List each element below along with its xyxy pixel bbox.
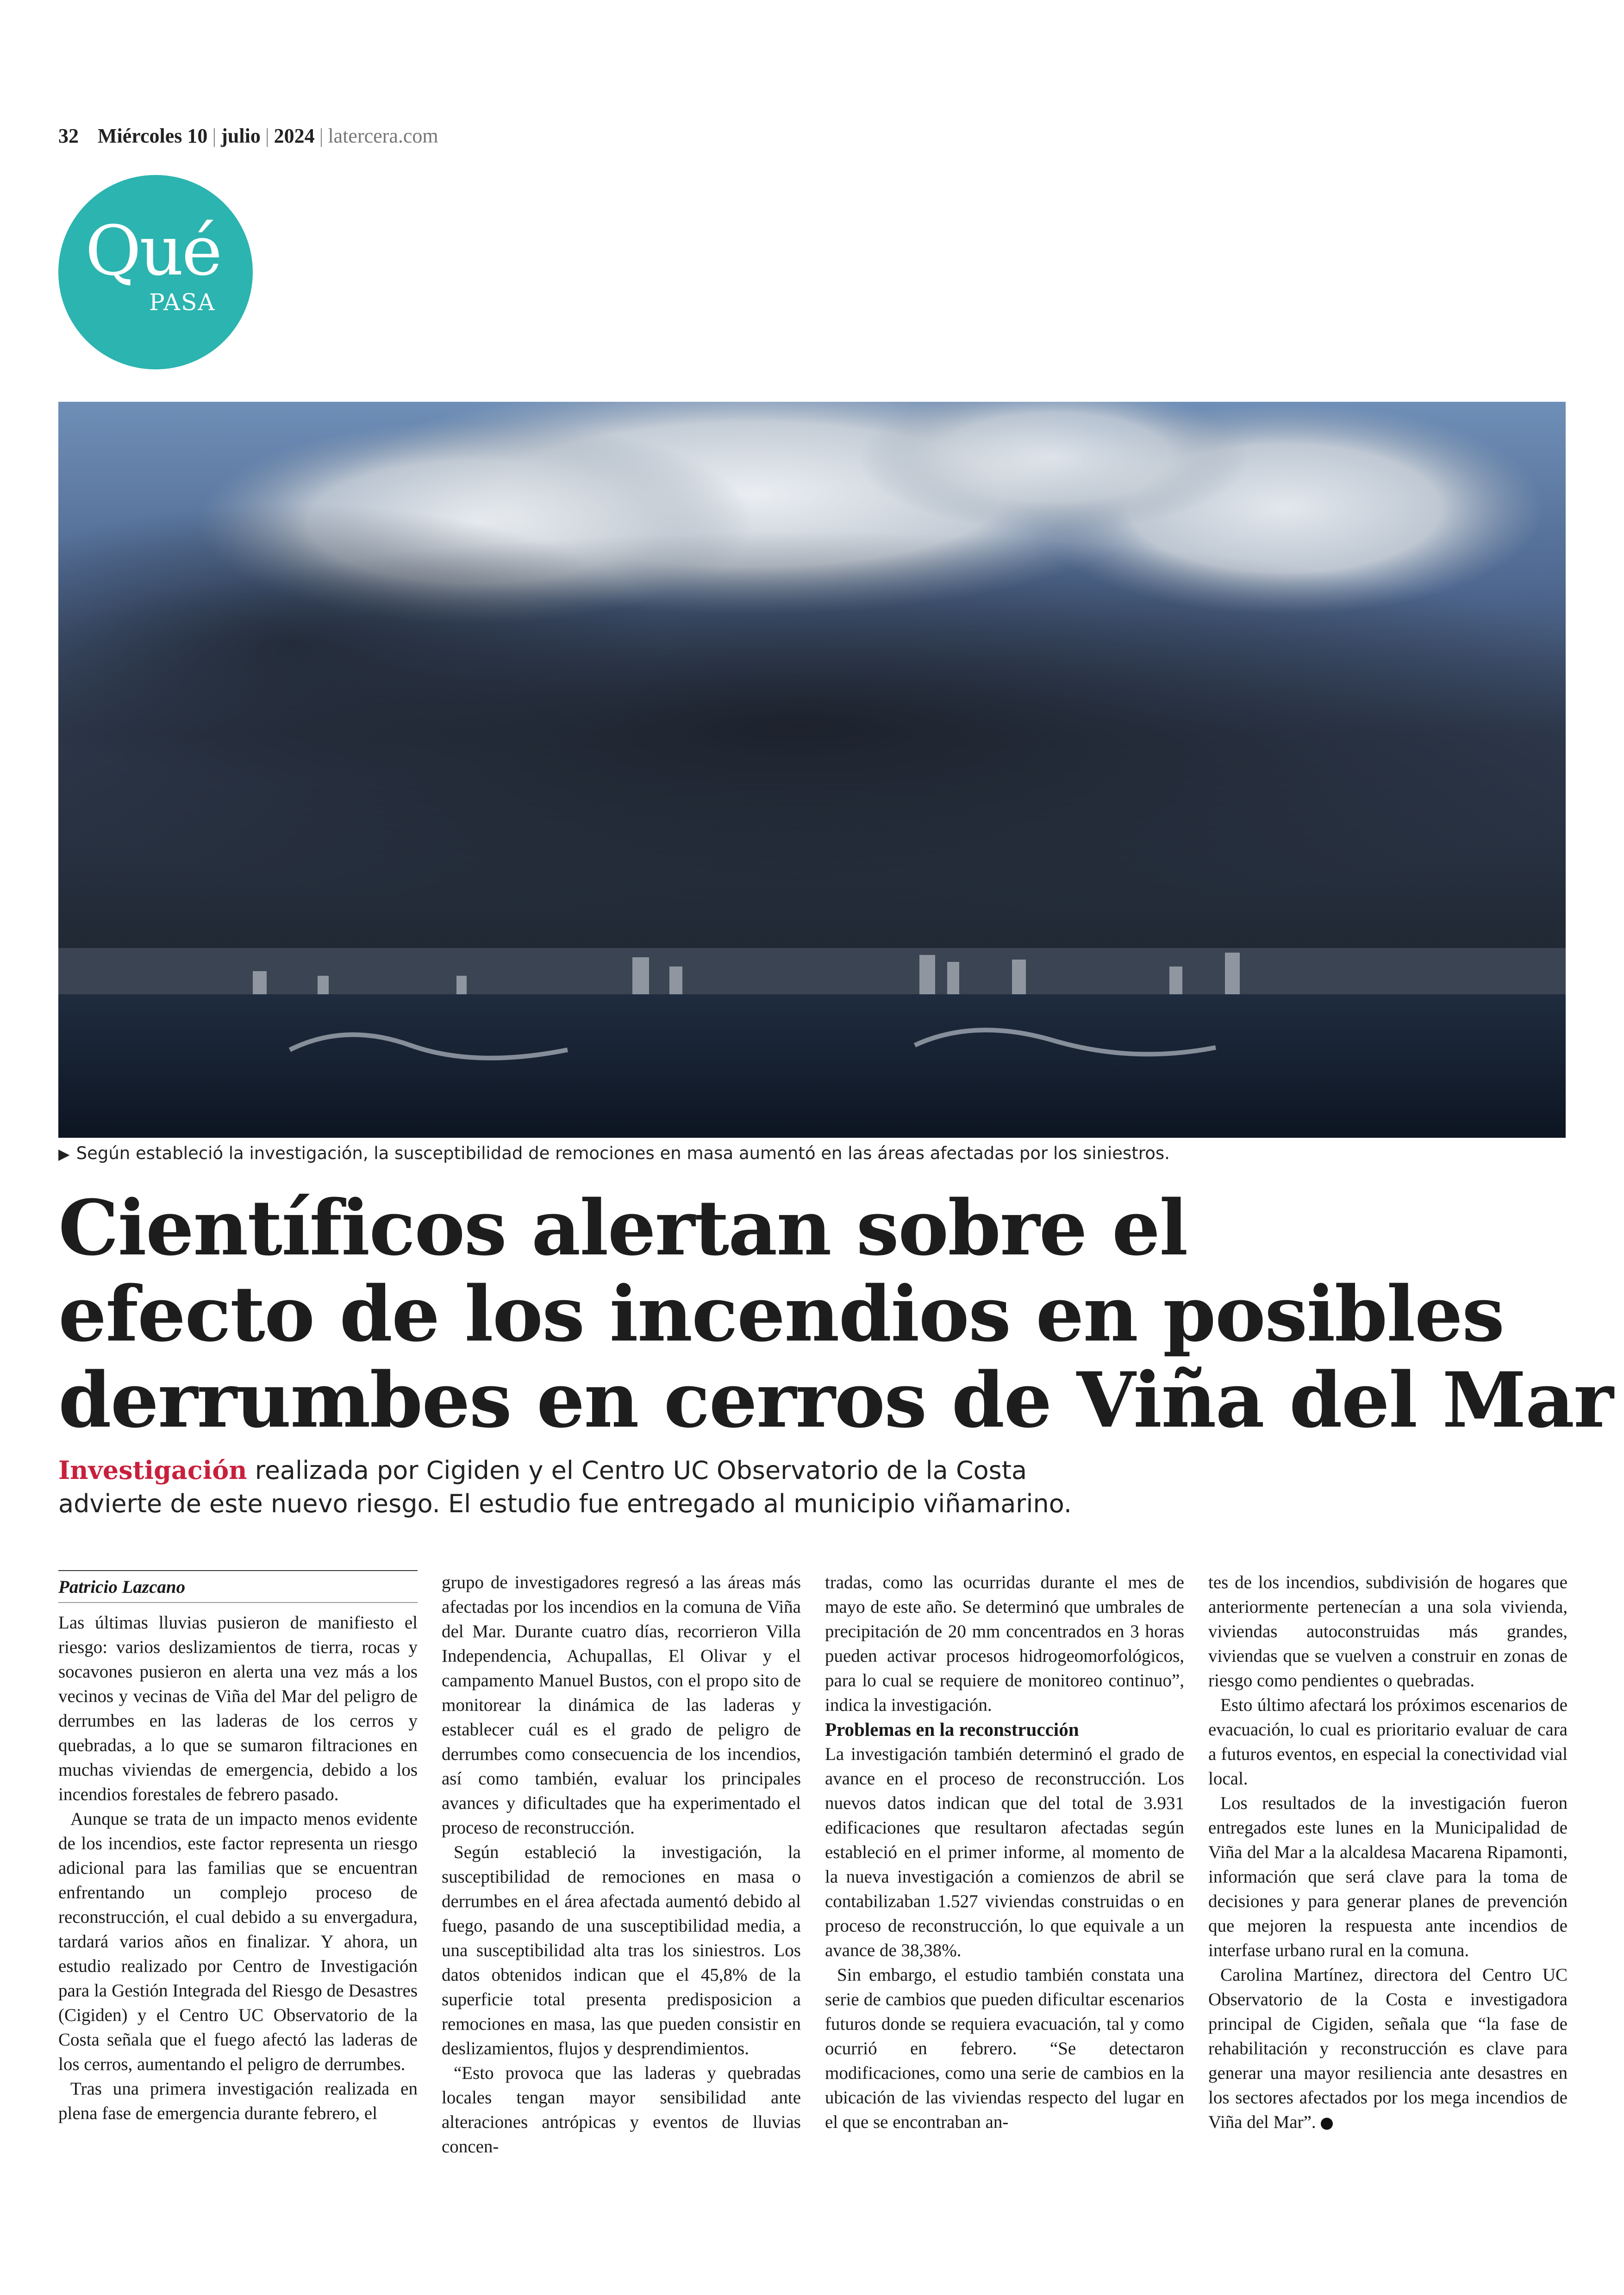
end-of-article-icon	[1321, 2118, 1333, 2130]
article-column-2	[442, 1570, 801, 2159]
page-number: 32	[58, 125, 79, 147]
section-logo	[58, 175, 253, 369]
deck	[58, 1453, 1540, 1521]
headline-line-2: efecto de los incendios en posibles	[58, 1269, 1504, 1359]
paragraph: La investigación también determinó el grado de avance en el proceso de reconstrucción. Los nuevos datos indican que del total de 3.931 edificaciones que resultaron afectadas según estableció en el primer informe, al momento de la nueva investigación a comienzos de abril se contabilizaban 1.527 viviendas construidas o en proceso de reconstrucción, lo que equivale a un avance de 38,38%.	[825, 1744, 1184, 1960]
paragraph: tes de los incendios, subdivisión de hogares que anteriormente pertenecían a una sola vivienda, viviendas autoconstruidas más grandes, viviendas que se vuelven a construir en zonas de riesgo como pendientes o quebradas.	[1208, 1572, 1568, 1690]
paragraph: grupo de investigadores regresó a las áreas más afectadas por los incendios en la comuna de Viña del Mar. Durante cuatro días, recorrieron Villa Independencia, Achupallas, El Olivar y el campamento Manuel Bustos, con el propo sito de monitorear la dinámica de las laderas y establecer cuál es el grado de peligro de derrumbes como consecuencia de los incendios, así como también, evaluar los principales avances y dificultades que ha experimentado el proceso de reconstrucción.	[442, 1572, 801, 1838]
paragraph: Tras una primera investigación realizada en plena fase de emergencia durante febrero, el	[58, 2079, 418, 2123]
issue-year: 2024	[274, 125, 315, 147]
logo-pasa: PASA	[149, 289, 216, 316]
deck-line-2: advierte de este nuevo riesgo. El estudio fue entregado al municipio viñamarino.	[58, 1489, 1072, 1518]
article-column-4	[1208, 1570, 1568, 2134]
article-column-3	[825, 1570, 1184, 2134]
issue-month: julio	[221, 125, 261, 147]
paragraph: Esto último afectará los próximos escenarios de evacuación, lo cual es prioritario evaluar de cara a futuros eventos, en especial la conectividad vial local.	[1208, 1695, 1568, 1789]
lead-photo	[58, 402, 1566, 1138]
page-header	[58, 124, 438, 148]
byline: Patricio Lazcano	[58, 1570, 418, 1603]
paragraph: Según estableció la investigación, la susceptibilidad de remociones en masa o derrumbes en el área afectada aumentó debido al fuego, pasando de una susceptibilidad media, a una susceptibilidad alta tras los siniestros. Los datos obtenidos indican que el 45,8% de la superficie total presenta predisposicion a remociones en masa, las que pueden consistir en deslizamientos, flujos y desprendimientos.	[442, 1842, 801, 2058]
paragraph: Sin embargo, el estudio también constata una serie de cambios que pueden dificultar escenarios futuros donde se requiera evacuación, tal y como ocurrió en febrero. “Se detectaron modificaciones, como una serie de cambios en la ubicación de las viviendas respecto del lugar en el que se encontraban an-	[825, 1965, 1184, 2132]
header-separator: |	[265, 125, 269, 147]
paragraph: “Esto provoca que las laderas y quebradas locales tengan mayor sensibilidad ante alteraciones antrópicas y eventos de lluvias concen-	[442, 2063, 801, 2157]
headline	[58, 1183, 1613, 1445]
storm-over-city-image	[58, 402, 1566, 1138]
subheading: Problemas en la reconstrucción	[825, 1719, 1079, 1740]
deck-kicker: Investigación	[58, 1455, 247, 1485]
header-separator: |	[212, 125, 217, 147]
caption-arrow-icon: ▶	[58, 1145, 70, 1163]
paragraph: Los resultados de la investigación fueron entregados este lunes en la Municipalidad de Viña del Mar a la alcaldesa Macarena Ripamonti, información que será clave para la toma de decisiones y para generar planes de prevención que mejoren la respuesta ante incendios de interfase urbano rural en la comuna.	[1208, 1793, 1568, 1960]
issue-day: Miércoles 10	[98, 125, 208, 147]
headline-line-3: derrumbes en cerros de Viña del Mar	[58, 1355, 1613, 1445]
closing-paragraph-text: Carolina Martínez, directora del Centro UC Observatorio de la Costa e investigadora principal de Cigiden, señala que “la fase de rehabilitación y reconstrucción es clave para generar una mayor resiliencia ante desastres en los sectores afectados por los mega incendios de Viña del Mar”.	[1208, 1965, 1568, 2132]
header-separator: |	[319, 125, 324, 147]
paragraph	[1208, 1963, 1568, 2134]
deck-line-1-text: realizada por Cigiden y el Centro UC Observatorio de la Costa	[247, 1456, 1027, 1485]
headline-line-1: Científicos alertan sobre el	[58, 1183, 1187, 1272]
paragraph: Las últimas lluvias pusieron de manifiesto el riesgo: varios deslizamientos de tierra, rocas y socavones pusieron en alerta una vez más a los vecinos y vecinas de Viña del Mar del peligro de derrumbes en las laderas de los cerros y quebradas, a lo que se sumaron filtraciones en muchas viviendas de emergencia, debido a los incendios forestales de febrero pasado.	[58, 1613, 418, 1804]
deck-line-1	[58, 1453, 1540, 1487]
paragraph: Aunque se trata de un impacto menos evidente de los incendios, este factor representa un riesgo adicional para las familias que se encuentran enfrentando un complejo proceso de reconstrucción, el cual debido a su envergadura, tardará varios años en finalizar. Y ahora, un estudio realizado por Centro de Investigación para la Gestión Integrada del Riesgo de Desastres (Cigiden) y el Centro UC Observatorio de la Costa señala que el fuego afectó las laderas de los cerros, aumentando el peligro de derrumbes.	[58, 1809, 418, 2074]
logo-que: Qué	[85, 211, 221, 291]
paragraph: tradas, como las ocurridas durante el mes de mayo de este año. Se determinó que umbrales de precipitación de 20 mm concentrados en 3 horas pueden activar procesos hidrogeomorfológicos, para lo cual se requiere de monitoreo continuo”, indica la investigación.	[825, 1572, 1184, 1715]
article-column-1	[58, 1570, 418, 2126]
caption-text: Según estableció la investigación, la susceptibilidad de remociones en masa aumentó en las áreas afectadas por los siniestros.	[76, 1143, 1170, 1163]
photo-caption	[58, 1143, 1566, 1163]
site-link[interactable]: latercera.com	[328, 125, 438, 147]
